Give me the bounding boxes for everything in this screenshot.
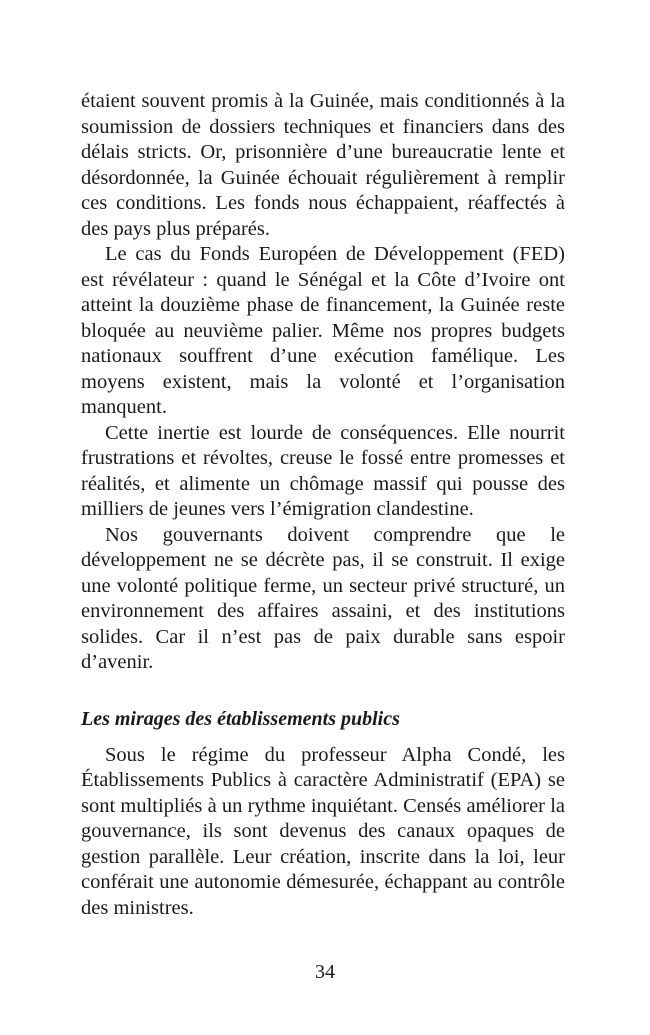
- paragraph-gouvernants: Nos gouvernants doivent comprendre que le développement ne se décrète pas, il se construit. Il exige une volonté politique ferme, un secteur privé structuré, un environnement des affaires assaini, et des institutions solides. Car il n’est pas de paix durable sans espoir d’avenir.: [81, 523, 565, 673]
- paragraph-epa: Sous le régime du professeur Alpha Condé, les Établissements Publics à caractère Administratif (EPA) se sont multipliés à un rythme inquiétant. Censés améliorer la gouvernance, ils sont devenus des canaux opaques de gestion parallèle. Leur création, inscrite dans la loi, leur conférait une autonomie démesurée, échappant au contrôle des ministres.: [81, 743, 565, 919]
- page-body: [81, 89, 565, 921]
- paragraph-inertie: Cette inertie est lourde de conséquences. Elle nourrit frustrations et révoltes, creuse le fossé entre promesses et réalités, et alimente un chômage massif qui pousse des milliers de jeunes vers l’émigration clandestine.: [81, 421, 565, 520]
- page-number: 34: [315, 961, 335, 983]
- paragraph-fed: Le cas du Fonds Européen de Développement (FED) est révélateur : quand le Sénégal et la Côte d’Ivoire ont atteint la douzième phase de financement, la Guinée reste bloquée au neuvième palier. Même nos propres budgets nationaux souffrent d’une exécution famélique. Les moyens existent, mais la volonté et l’organisation manquent.: [81, 243, 565, 418]
- paragraph-continuation: étaient souvent promis à la Guinée, mais conditionnés à la soumission de dossiers techniques et financiers dans des délais stricts. Or, prisonnière d’une bureaucratie lente et désordonnée, la Guinée échouait régulièrement à remplir ces conditions. Les fonds nous échappaient, réaffectés à des pays plus préparés.: [81, 90, 565, 240]
- section-heading: Les mirages des établissements publics: [81, 707, 400, 730]
